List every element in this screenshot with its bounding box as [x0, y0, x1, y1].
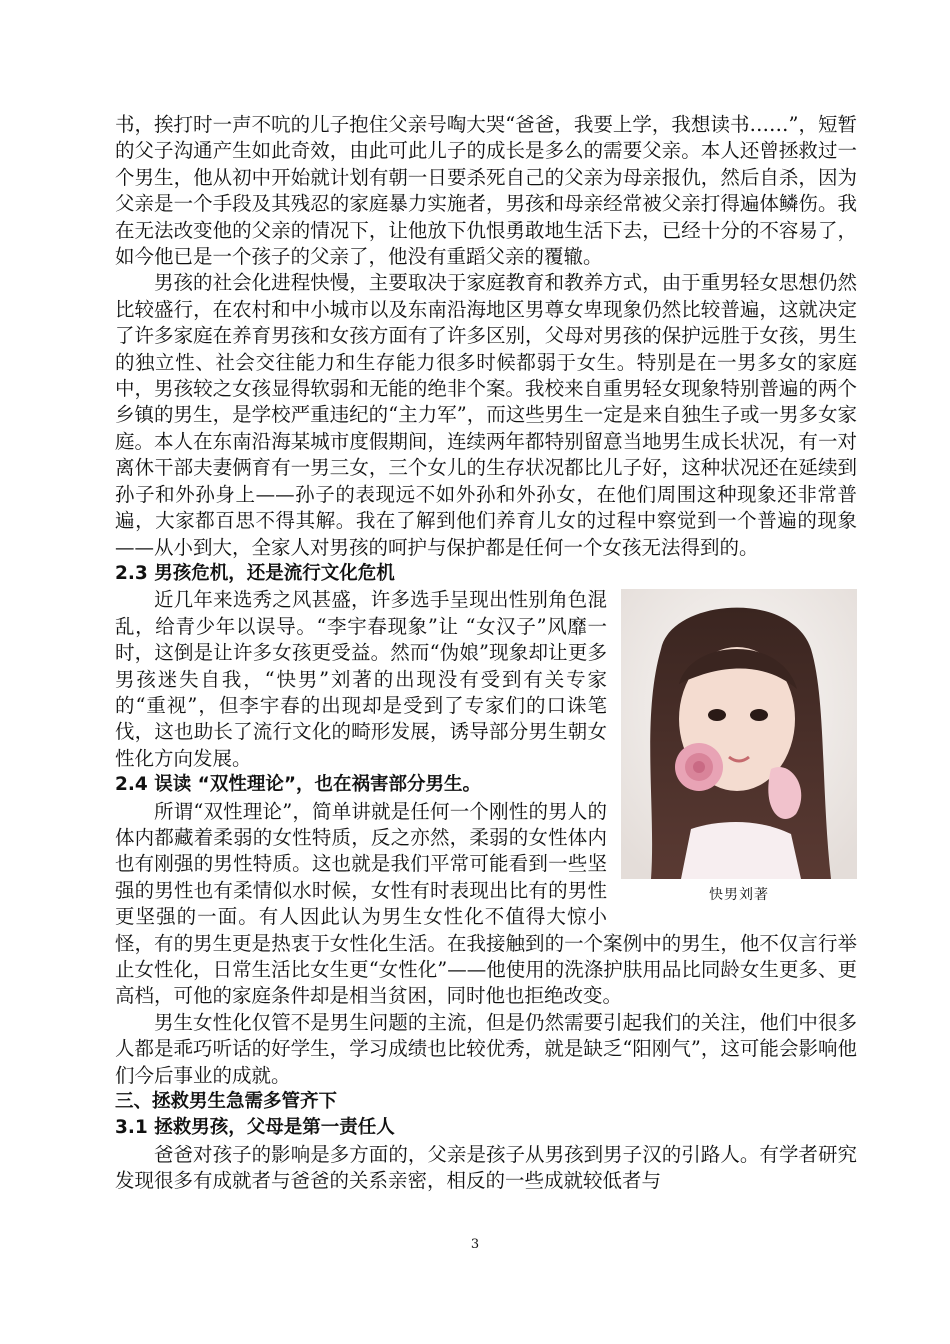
figure-caption: 快男刘著 — [709, 887, 769, 904]
paragraph: 男生女性化仅管不是男生问题的主流，但是仍然需要引起我们的关注，他们中很多人都是乖巧听话的好学生，学习成绩也比较优秀，就是缺乏“阳刚气”，这可能会影响他们今后事业的成就。 — [115, 1010, 857, 1087]
paragraph: 爸爸对孩子的影响是多方面的，父亲是孩子从男孩到男子汉的引路人。有学者研究发现很多有成就者与爸爸的关系亲密，相反的一些成就较低者与 — [115, 1142, 857, 1193]
page-number: 3 — [470, 1237, 480, 1252]
section-heading: 3.1 拯救男孩，父母是第一责任人 — [115, 1117, 395, 1139]
paragraph: 近几年来选秀之风甚盛，许多选手呈现出性别角色混乱，给青少年以误导。“李宇春现象”让 “女汉子”风靡一时，这倒是让许多女孩更受益。然而“伪娘”现象却让更多男孩迷失自我，“快男”刘著的出现没有受到有关专家的“重视”，但李宇春的出现却是受到了专家们的口诛笔伐，这也助长了流行文化的畸形发展，诱导部分男生朝女性化方向发展。 — [115, 588, 607, 770]
section-heading: 2.4 误读 “双性理论”，也在祸害部分男生。 — [115, 774, 481, 796]
figure — [621, 589, 857, 905]
chapter-heading: 三、拯救男生急需多管齐下 — [115, 1091, 338, 1113]
portrait-illustration — [621, 589, 857, 879]
section-heading: 2.3 男孩危机，还是流行文化危机 — [115, 562, 395, 584]
body-text — [115, 112, 857, 1195]
portrait-photo — [621, 589, 857, 879]
paragraph: 书，挨打时一声不吭的儿子抱住父亲号啕大哭“爸爸，我要上学，我想读书……”，短暂的父子沟通产生如此奇效，由此可此儿子的成长是多么的需要父亲。本人还曾拯救过一个男生，他从初中开始就计划有朝一日要杀死自己的父亲为母亲报仇，然后自杀，因为父亲是一个手段及其残忍的家庭暴力实施者，男孩和母亲经常被父亲打得遍体鳞伤。我在无法改变他的父亲的情况下，让他放下仇恨勇敢地生活下去，已经十分的不容易了，如今他已是一个孩子的父亲了，他没有重蹈父亲的覆辙。 — [115, 113, 857, 269]
paragraph: 男孩的社会化进程快慢，主要取决于家庭教育和教养方式，由于重男轻女思想仍然比较盛行，在农村和中小城市以及东南沿海地区男尊女卑现象仍然比较普遍，这就决定了许多家庭在养育男孩和女孩方面有了许多区别，父母对男孩的保护远胜于女孩，男生的独立性、社会交往能力和生存能力很多时候都弱于女生。特别是在一男多女的家庭中，男孩较之女孩显得软弱和无能的绝非个案。我校来自重男轻女现象特别普遍的两个乡镇的男生，是学校严重违纪的“主力军”，而这些男生一定是来自独生子或一男多女家庭。本人在东南沿海某城市度假期间，连续两年都特别留意当地男生成长状况，有一对离休干部夫妻俩育有一男三女，三个女儿的生存状况都比儿子好，这种状况还在延续到孙子和外孙身上——孙子的表现远不如外孙和外孙女，在他们周围这种现象还非常普遍，大家都百思不得其解。我在了解到他们养育儿女的过程中察觉到一个普遍的现象——从小到大，全家人对男孩的呵护与保护都是任何一个女孩无法得到的。 — [115, 271, 857, 559]
paragraph: 所谓“双性理论”，简单讲就是任何一个刚性的男人的体内都藏着柔弱的女性特质，反之亦然，柔弱的女性体内也有刚强的男性特质。这也就是我们平常可能看到一些坚强的男性也有柔情似水时候，女性有时表现出比有的男性更坚强的一面。有人因此认为男生女性化不值得大惊小怪，有的男生更是热衷于女性化生活。在我接触到的一个案例中的男生，他不仅言行举止女性化，日常生活比女生更“女性化”——他使用的洗涤护肤用品比同龄女生更多、更高档，可他的家庭条件却是相当贫困，同时他也拒绝改变。 — [115, 799, 857, 1008]
